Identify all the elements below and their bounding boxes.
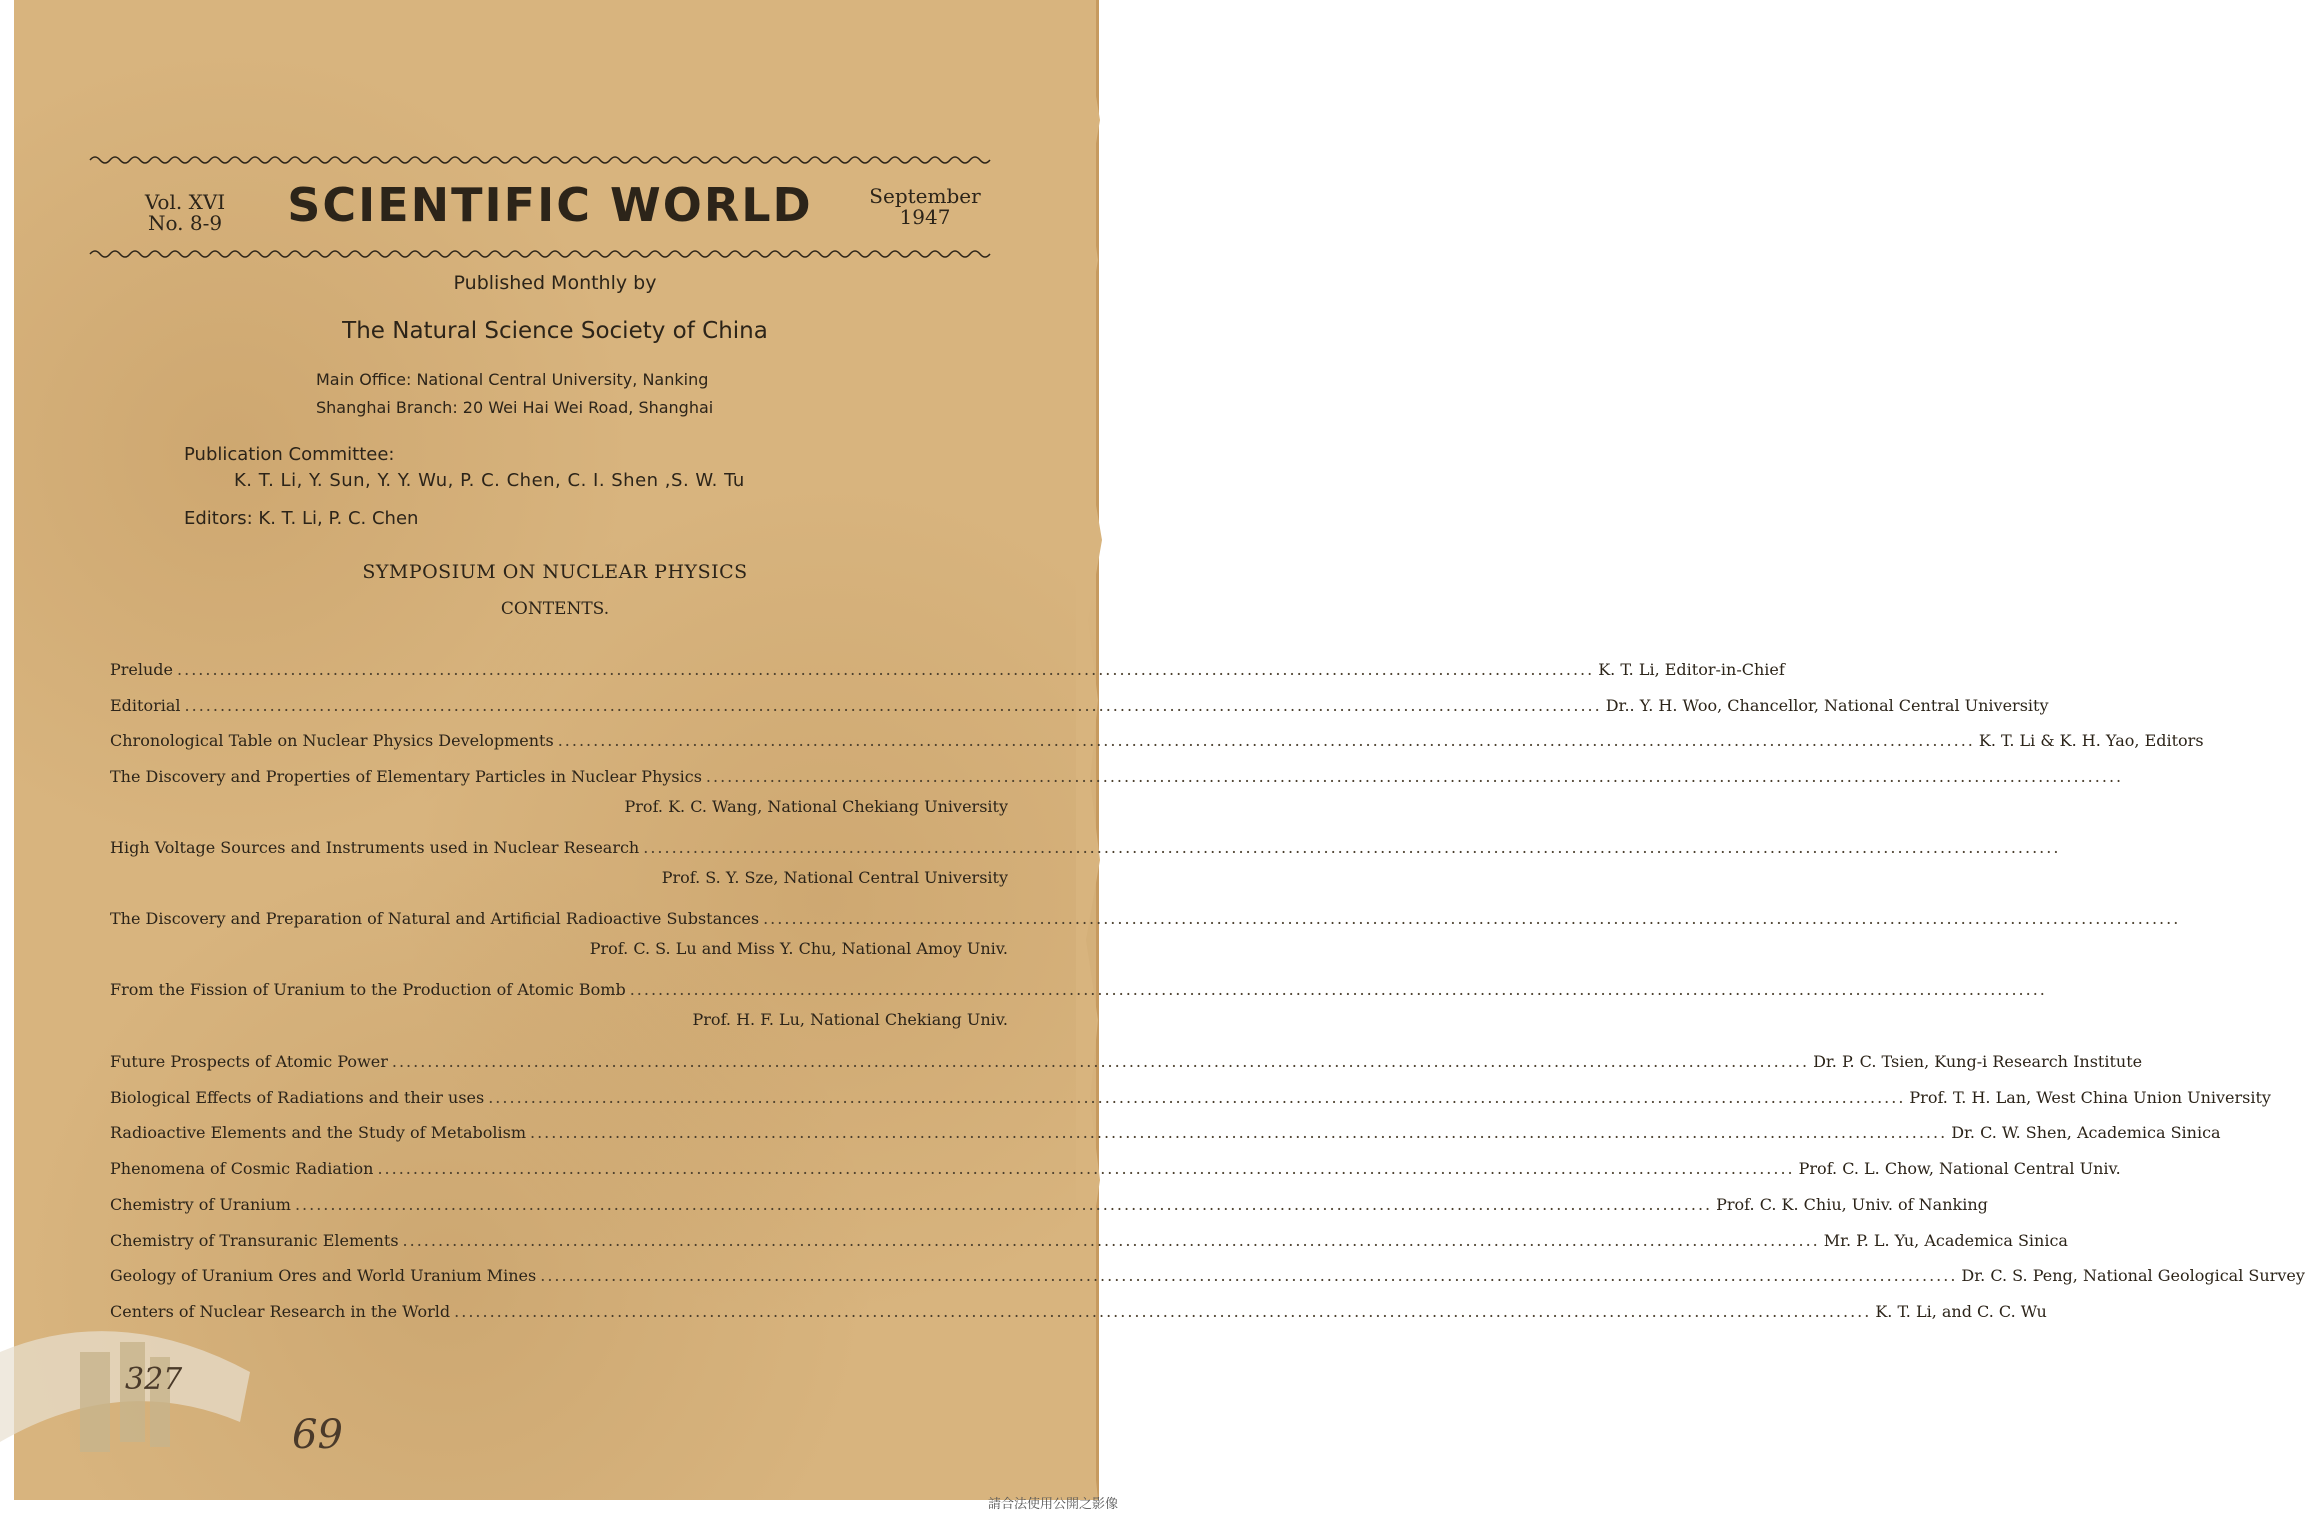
handwritten-page-number: 69 — [292, 1412, 343, 1458]
volume-label: Vol. XVI — [144, 190, 226, 214]
toc-entry — [110, 909, 2181, 933]
footer-notice: 請合法使用公開之影像 — [987, 1497, 1118, 1512]
toc-entry-author: K. T. Li & K. H. Yao, Editors — [1978, 731, 2204, 750]
toc-leader-dots: ........................................................................................................................................................................................................ — [540, 1266, 1958, 1285]
toc-entry — [110, 1159, 2121, 1183]
toc-entry-title: Centers of Nuclear Research in the World — [110, 1302, 451, 1321]
issue-date — [860, 186, 990, 228]
toc-entry-author: Prof. K. C. Wang, National Chekiang University — [624, 797, 1008, 816]
toc-entry-title: High Voltage Sources and Instruments used in Nuclear Research — [110, 838, 640, 857]
toc-leader-dots: ........................................................................................................................................................................................................ — [530, 1123, 1948, 1142]
toc-entry — [110, 838, 2061, 862]
toc-entry-title: The Discovery and Properties of Elementary Particles in Nuclear Physics — [110, 767, 702, 786]
toc-entry-author: Dr. C. W. Shen, Academica Sinica — [1951, 1123, 2221, 1142]
toc-leader-dots: ........................................................................................................................................................................................................ — [391, 1052, 1810, 1071]
toc-entry — [110, 1231, 2068, 1255]
toc-entry-author: Mr. P. L. Yu, Academica Sinica — [1823, 1231, 2068, 1250]
toc-leader-dots: ........................................................................................................................................................................................................ — [377, 1159, 1795, 1178]
toc-entry-author: Prof. H. F. Lu, National Chekiang Univ. — [692, 1010, 1008, 1029]
journal-title: SCIENTIFIC WORLD — [287, 178, 813, 232]
issue-month: September — [869, 184, 981, 208]
toc-entry-title: Chronological Table on Nuclear Physics Developments — [110, 731, 554, 750]
stamp-number: 327 — [125, 1362, 183, 1397]
published-by: Published Monthly by — [453, 272, 657, 294]
symposium-title: SYMPOSIUM ON NUCLEAR PHYSICS — [362, 561, 748, 583]
contents-heading: CONTENTS. — [500, 599, 610, 619]
toc-entry-title: Future Prospects of Atomic Power — [110, 1052, 388, 1071]
toc-leader-dots: ........................................................................................................................................................................................................ — [294, 1195, 1713, 1214]
toc-leader-dots: ........................................................................................................................................................................................................ — [629, 980, 2047, 999]
shanghai-branch: Shanghai Branch: 20 Wei Hai Wei Road, Shanghai — [316, 398, 714, 417]
toc-entry-author: Prof. C. K. Chiu, Univ. of Nanking — [1716, 1195, 1988, 1214]
toc-entry-author: Prof. C. L. Chow, National Central Univ. — [1798, 1159, 2121, 1178]
society-name: The Natural Science Society of China — [342, 318, 768, 344]
top-wavy-rule — [90, 154, 990, 166]
toc-leader-dots: ........................................................................................................................................................................................................ — [557, 731, 1975, 750]
toc-leader-dots: ........................................................................................................................................................................................................ — [184, 696, 1602, 715]
toc-entry-title: Chemistry of Transuranic Elements — [110, 1231, 399, 1250]
toc-entry-author: Prof. C. S. Lu and Miss Y. Chu, National Amoy Univ. — [589, 939, 1008, 958]
toc-entry-title: Chemistry of Uranium — [110, 1195, 291, 1214]
toc-entry-title: Radioactive Elements and the Study of Metabolism — [110, 1123, 526, 1142]
toc-entry-title: Geology of Uranium Ores and World Uranium Mines — [110, 1266, 537, 1285]
toc-entry — [110, 660, 1785, 684]
toc-entry — [110, 1266, 2305, 1290]
toc-entry — [110, 980, 2047, 1004]
toc-entry-title: The Discovery and Preparation of Natural and Artificial Radioactive Substances — [110, 909, 760, 928]
toc-leader-dots: ........................................................................................................................................................................................................ — [643, 838, 2061, 857]
toc-entry-author: Prof. T. H. Lan, West China Union University — [1909, 1088, 2271, 1107]
toc-leader-dots: ........................................................................................................................................................................................................ — [402, 1231, 1820, 1250]
toc-leader-dots: ........................................................................................................................................................................................................ — [705, 767, 2124, 786]
toc-entry-author: K. T. Li, and C. C. Wu — [1875, 1302, 2047, 1321]
toc-entry — [110, 1088, 2271, 1112]
toc-entry-title: From the Fission of Uranium to the Production of Atomic Bomb — [110, 980, 626, 999]
toc-entry-title: Prelude — [110, 660, 174, 679]
toc-entry-author: Dr. C. S. Peng, National Geological Survey — [1961, 1266, 2305, 1285]
toc-entry — [110, 767, 2124, 791]
issue-label: No. 8-9 — [147, 211, 223, 235]
toc-leader-dots: ........................................................................................................................................................................................................ — [488, 1088, 1906, 1107]
editors: Editors: K. T. Li, P. C. Chen — [184, 508, 419, 529]
toc-entry-title: Phenomena of Cosmic Radiation — [110, 1159, 374, 1178]
toc-entry — [110, 1052, 2143, 1076]
toc-entry — [110, 1123, 2221, 1147]
main-office: Main Office: National Central University, Nanking — [316, 370, 709, 389]
toc-entry-title: Biological Effects of Radiations and their uses — [110, 1088, 485, 1107]
toc-entry-author: Dr.. Y. H. Woo, Chancellor, National Central University — [1605, 696, 2049, 715]
toc-leader-dots: ........................................................................................................................................................................................................ — [763, 909, 2181, 928]
toc-entry-author: Dr. P. C. Tsien, Kung-i Research Institute — [1813, 1052, 2143, 1071]
toc-entry-author: Prof. S. Y. Sze, National Central University — [661, 868, 1008, 887]
toc-entry-title: Editorial — [110, 696, 181, 715]
toc-entry — [110, 1195, 1988, 1219]
committee-label: Publication Committee: — [184, 444, 395, 465]
committee-names: K. T. Li, Y. Sun, Y. Y. Wu, P. C. Chen, C. I. Shen ,S. W. Tu — [234, 470, 745, 491]
volume-number — [120, 192, 250, 234]
bottom-wavy-rule — [90, 248, 990, 260]
toc-leader-dots: ........................................................................................................................................................................................................ — [177, 660, 1595, 679]
toc-entry — [110, 696, 2049, 720]
toc-entry — [110, 731, 2204, 755]
toc-entry-author: K. T. Li, Editor-in-Chief — [1598, 660, 1785, 679]
toc-leader-dots: ........................................................................................................................................................................................................ — [454, 1302, 1872, 1321]
issue-year: 1947 — [899, 205, 951, 229]
